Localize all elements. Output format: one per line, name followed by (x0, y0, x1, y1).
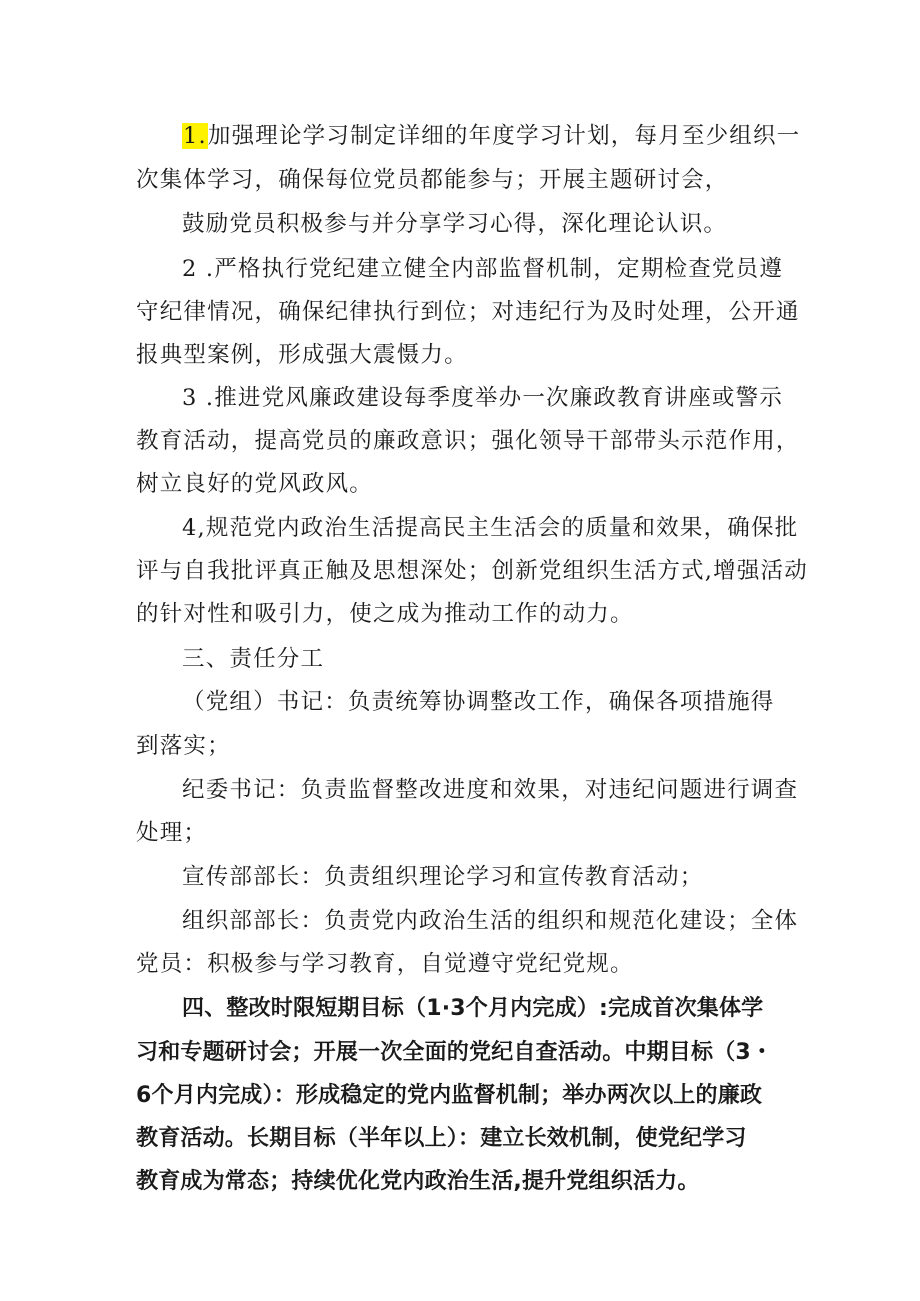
para3-line1: 3 .推进党风廉政建设每季度举办一次廉政教育讲座或警示 (182, 385, 784, 411)
section4-line4: 教育活动。长期目标（半年以上）：建立长效机制，使党纪学习 (136, 1126, 747, 1151)
section4-line3: 6个月内完成）：形成稳定的党内监督机制；举办两次以上的廉政 (136, 1083, 763, 1108)
para3-line2: 教育活动，提高党员的廉政意识；强化领导干部带头示范作用， (136, 428, 800, 454)
para3-line3: 树立良好的党风政风。 (136, 471, 374, 497)
para1-line1 (182, 120, 800, 152)
para2-line1: 2 .严格执行党纪建立健全内部监督机制，定期检查党员遵 (182, 256, 784, 282)
para1-number-highlighted: 1. (183, 123, 207, 149)
section3-item1-line1: （党组）书记：负责统筹协调整改工作，确保各项措施得 (182, 689, 775, 715)
para1-line1-text: 加强理论学习制定详细的年度学习计划，每月至少组织一 (207, 123, 801, 149)
para1-line2: 次集体学习，确保每位党员都能参与；开展主题研讨会， (136, 167, 729, 193)
section3-item1-line2: 到落实； (136, 733, 231, 759)
section3-item4-line1: 组织部部长：负责党内政治生活的组织和规范化建设；全体 (182, 908, 799, 934)
para4-line2: 评与自我批评真正触及思想深处；创新党组织生活方式,增强活动 (136, 558, 808, 584)
section3-item2-line1: 纪委书记：负责监督整改进度和效果，对违纪问题进行调查 (182, 777, 799, 803)
section4-line5: 教育成为常态；持续优化党内政治生活,提升党组织活力。 (136, 1169, 700, 1194)
para4-line1: 4,规范党内政治生活提高民主生活会的质量和效果，确保批 (182, 515, 799, 541)
para4-line3: 的针对性和吸引力，使之成为推动工作的动力。 (136, 601, 634, 627)
para2-line3: 报典型案例，形成强大震慑力。 (136, 342, 468, 368)
section3-item2-line2: 处理； (136, 820, 208, 846)
section3-item4-line2: 党员：积极参与学习教育，自觉遵守党纪党规。 (136, 951, 634, 977)
section4-line2: 习和专题研讨会；开展一次全面的党纪自查活动。中期目标（3・ (136, 1040, 774, 1065)
section4-line1: 四、整改时限短期目标（1·3个月内完成）:完成首次集体学 (182, 996, 764, 1021)
para2-line2: 守纪律情况，确保纪律执行到位；对违纪行为及时处理，公开通 (136, 299, 800, 325)
section3-item3-line1: 宣传部部长：负责组织理论学习和宣传教育活动； (182, 864, 704, 890)
para1-line3: 鼓励党员积极参与并分享学习心得，深化理论认识。 (182, 211, 728, 237)
section3-heading: 三、责任分工 (182, 646, 325, 672)
